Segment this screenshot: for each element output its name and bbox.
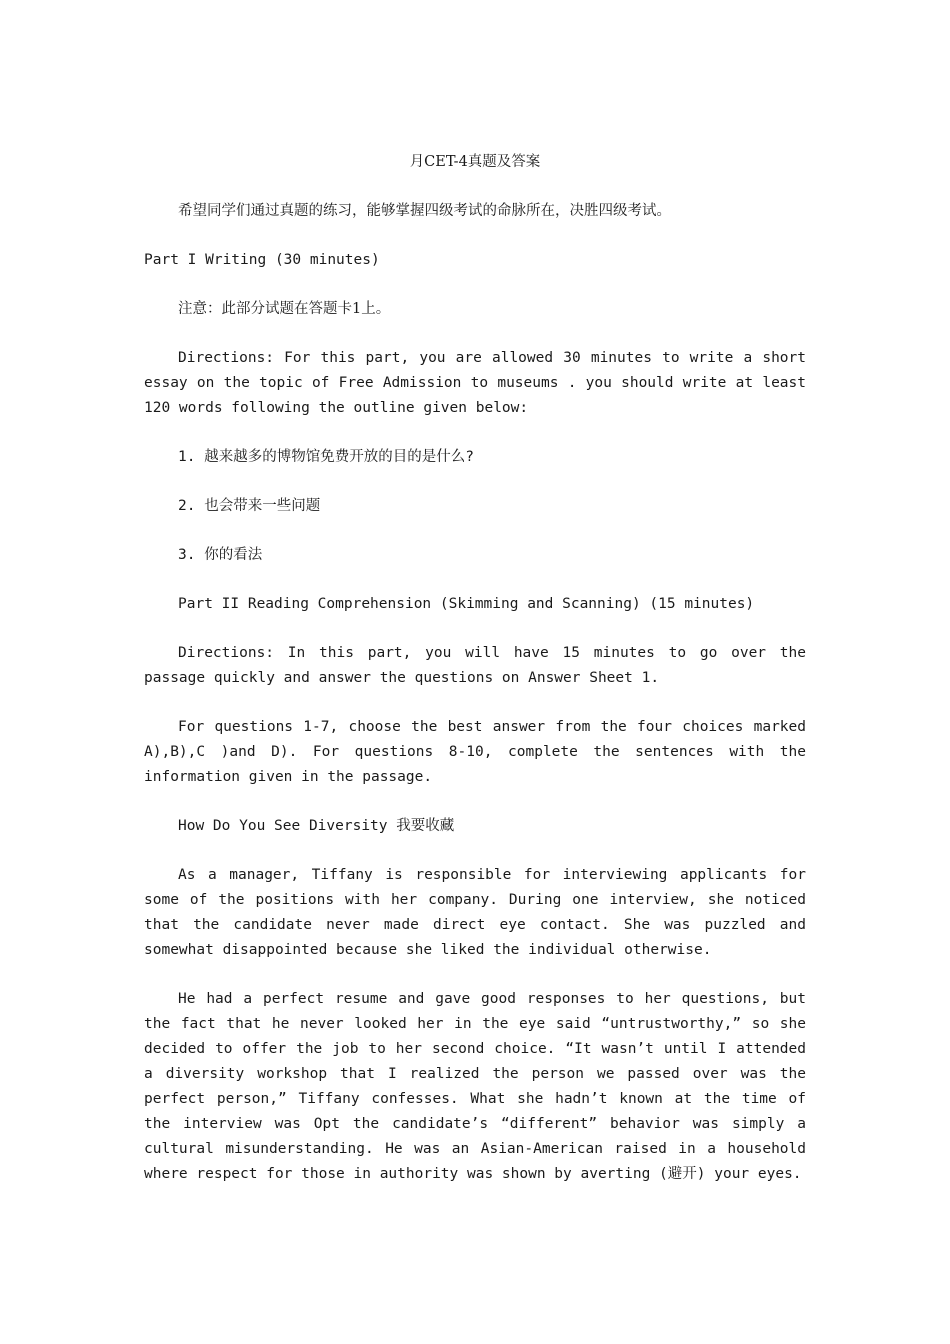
document-title: 月CET-4真题及答案 [409, 154, 541, 170]
part2-questions-note: For questions 1-7, choose the best answer from the four choices marked A),B),C )and D). For questions 8-10, complete the sentences with the information given in the passage. [144, 719, 806, 785]
passage-title: How Do You See Diversity 我要收藏 [178, 818, 455, 834]
intro-paragraph: 希望同学们通过真题的练习，能够掌握四级考试的命脉所在，决胜四级考试。 [178, 203, 671, 219]
part2-directions: Directions: In this part, you will have 15 minutes to go over the passage quickly and answer the questions on Answer Sheet 1. [144, 645, 806, 686]
passage-paragraph-1: As a manager, Tiffany is responsible for interviewing applicants for some of the positions with her company. During one interview, she noticed that the candidate never made direct eye contact. She was puzzled and somewhat disappointed because she liked the individual otherwise. [144, 867, 806, 958]
passage-paragraph-2: He had a perfect resume and gave good responses to her questions, but the fact that he never looked her in the eye said “untrustworthy,” so she decided to offer the job to her second choice. “It wasn’t until I attended a diversity workshop that I realized the person we passed over was the perfect person,” Tiffany confesses. What she hadn’t known at the time of the interview was Opt the candidate’s “different” behavior was simply a cultural misunderstanding. He was an Asian-American raised in a household where respect for those in authority was shown by averting (避开) your eyes. [144, 991, 806, 1182]
part1-note: 注意：此部分试题在答题卡1上。 [178, 301, 391, 317]
part1-heading: Part I Writing (30 minutes) [144, 252, 380, 268]
outline-item-1: 1. 越来越多的博物馆免费开放的目的是什么? [178, 449, 474, 465]
part2-heading: Part II Reading Comprehension (Skimming and Scanning) (15 minutes) [178, 596, 755, 612]
outline-item-2: 2. 也会带来一些问题 [178, 498, 321, 514]
outline-item-3: 3. 你的看法 [178, 547, 263, 563]
part1-directions: Directions: For this part, you are allowed 30 minutes to write a short essay on the topic of Free Admission to museums . you should write at least 120 words following the outline given below: [144, 350, 806, 416]
document-page [144, 150, 806, 1211]
